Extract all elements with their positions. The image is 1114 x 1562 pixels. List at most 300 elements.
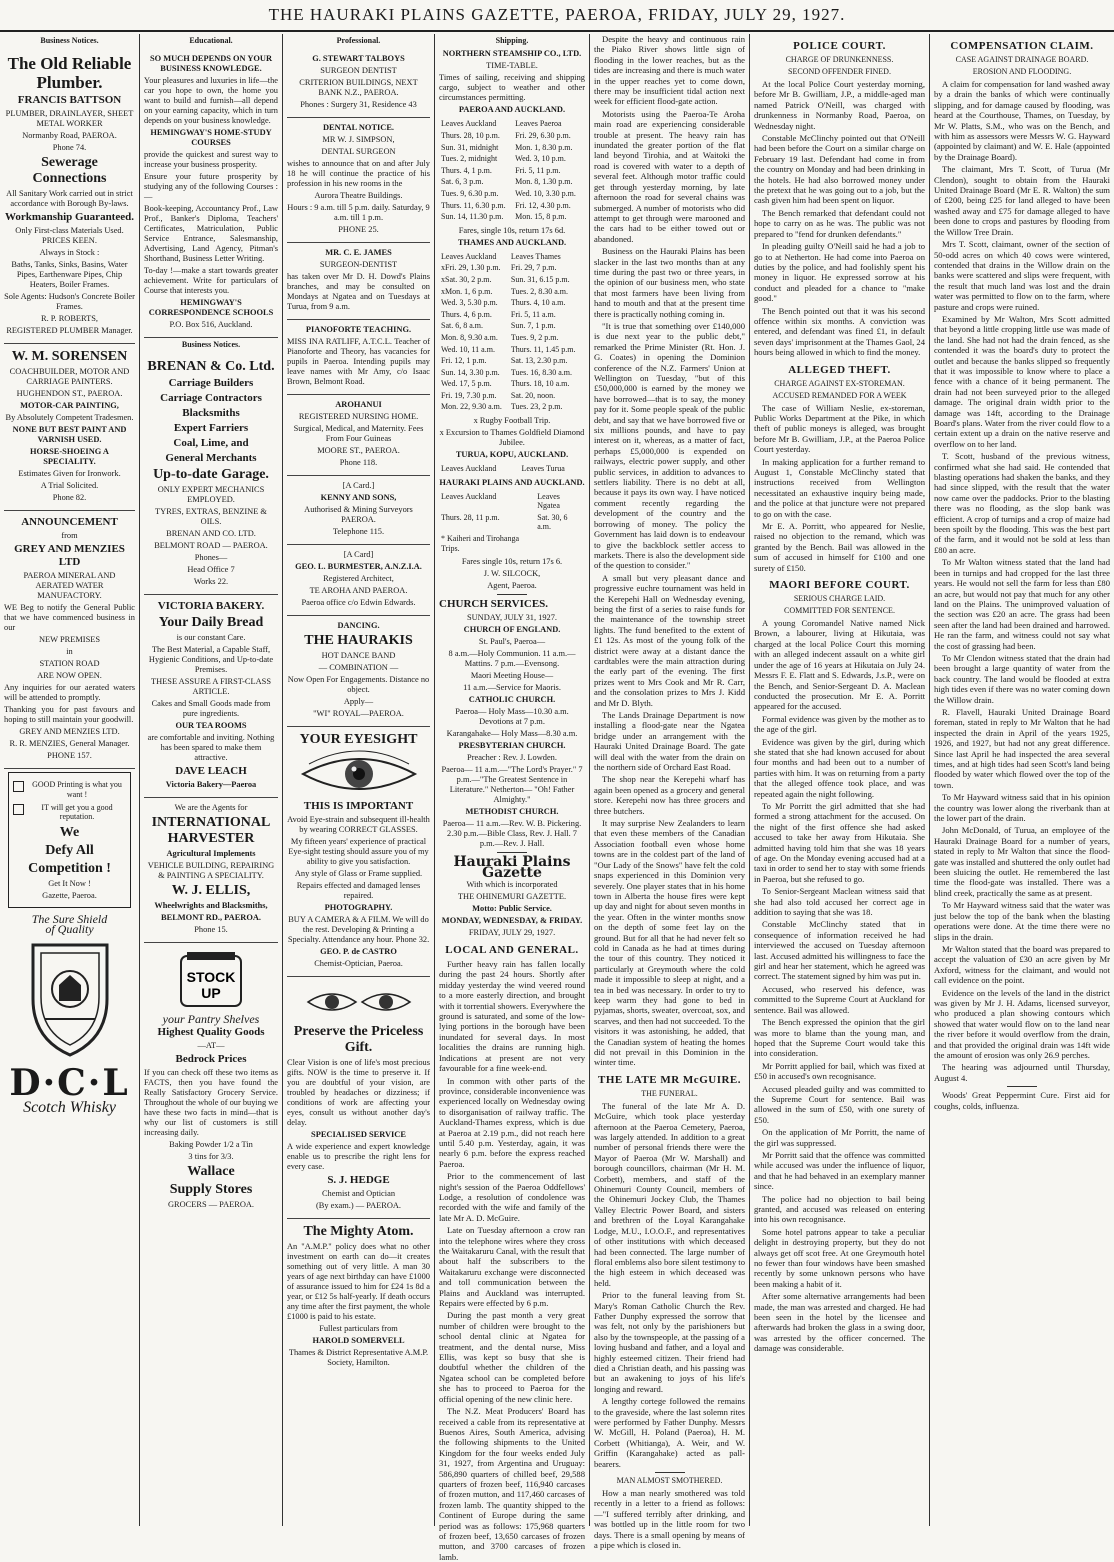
ad-body: MOTOR-CAR PAINTING,	[20, 401, 119, 411]
table-cell: Sun. 14, 3.30 p.m.	[441, 367, 500, 377]
ad-body: Cakes and Small Goods made from pure ingredients.	[151, 698, 271, 718]
table-cell: Tues. 23, 2 p.m.	[510, 402, 563, 412]
column-news	[590, 34, 750, 1551]
article-paragraph: To Senior-Sergeant Maclean witness said that she had also told accused her correct age in addition to saying that she was 18.	[754, 886, 925, 918]
table-cell: Sun. 7, 1 p.m.	[510, 321, 556, 331]
ad-body: wishes to announce that on and after July 18 he will continue the practice of his profession in his new rooms in the	[287, 159, 430, 189]
article-paragraph: Some hotel patrons appear to take a peculiar delight in destroying property, but they do not always get off scot free. At one Greymouth hotel no fewer than four windows have been smashed recently by some unknown persons who have been making a habit of it.	[754, 1226, 925, 1289]
ad-body: Any inquiries for our aerated waters will be attended to promptly.	[4, 683, 135, 703]
ad-title: Preserve the Priceless Gift.	[293, 1024, 424, 1056]
ad-body: Apply—	[343, 697, 374, 707]
table-cell: Tues. 9, 2 p.m.	[510, 332, 559, 342]
article-paragraph: The case of William Neslie, ex-storeman, Public Works Department at the Pike, in which theft of public moneys is alleged, was brought before Mr B. Gwilliam, J.P., at the Paeroa Police Court yesterday.	[754, 402, 925, 455]
ad-body: A wide experience and expert knowledge enable us to prescribe the right lens for every case.	[287, 1142, 430, 1172]
article-title: MAN ALMOST SMOTHERED.	[616, 1476, 723, 1486]
table-row	[441, 534, 583, 553]
article-subtitle: THE FUNERAL.	[641, 1088, 698, 1098]
footnote: x Excursion to Thames Goldfield Diamond Jubilee.	[439, 428, 585, 448]
table-cell: Sat. 13, 2.30 p.m.	[510, 356, 568, 366]
article-paragraph: To Mr Hayward witness said that the water was just below the top of the bank when the blasting operations were done. At the time there were no slips in the drain.	[934, 900, 1110, 942]
checkbox-icon	[13, 781, 24, 792]
ad-address: TE AROHA AND PAEROA.	[309, 586, 408, 596]
table-header-cell: Leaves Auckland	[441, 491, 497, 501]
article-paragraph: The funeral of the late Mr A. D. McGuire, which took place yesterday afternoon at the Paeroa Cemetery, Paeroa, was largely attended. In addition to a great number of personal friends there were the Mayor of Paeroa (Mr W. Marshall) and borough councillors, chairman (Mr H. M. Corbett), members, and staff of the Ohinemuri County Council, members of the Ohinemuri Jockey Club, the Thames Valley Electric Power Board, and sisters and brethren of the Loyal Karangahake Lodge, M.U., I.O.O.F., and representatives of other institutions with which deceased had been connected. The large number of floral emblems also bore silent testimony to the high esteem in which deceased was held.	[594, 1100, 745, 1288]
table-row	[441, 402, 583, 412]
ad-body: provide the quickest and surest way to increase your business prosperity.	[144, 150, 278, 170]
article-paragraph: The hearing was adjourned until Thursday, August 4.	[934, 1062, 1110, 1083]
article-paragraph: The Bench expressed the opinion that the girl was more to blame than the young man, and hoped that the Supreme Court would take this into consideration.	[754, 1017, 925, 1059]
ad-body: The Best Material, a Capable Staff, Hygienic Conditions, and Up-to-date Premises.	[148, 644, 274, 674]
divider	[497, 852, 527, 853]
article-paragraph: Despite the heavy and continuous rain the Piako River shows little sign of flooding in the lower reaches, but as the tides are increasing and there is much water in the upper reaches yet to come down, there may be insufficient tidal action next week for efficient flood-gate action.	[594, 34, 745, 107]
ad-line: Carriage Builders	[168, 376, 254, 389]
table-row	[441, 177, 583, 187]
ad-phone: PHONE 157.	[47, 751, 92, 761]
divider	[655, 1472, 685, 1473]
ad-body: GOOD Printing is what you want !	[32, 780, 122, 799]
table-row	[441, 143, 583, 153]
james-card	[287, 243, 430, 320]
sorensen-ad	[4, 344, 135, 511]
table-cell: Thurs. 4, 1 p.m.	[441, 165, 492, 175]
ad-body: Repairs effected and damaged lenses repaired.	[296, 881, 421, 901]
ad-body: — COMBINATION —	[318, 663, 399, 673]
ad-subtitle: THIS IS IMPORTANT	[303, 800, 414, 813]
ad-title: The Mighty Atom.	[303, 1224, 414, 1240]
table-row	[441, 263, 583, 273]
ad-body: Only First-class Materials Used. PRICES KEEN.	[15, 226, 124, 246]
divider	[497, 594, 527, 595]
timetable-note: Times of sailing, receiving and shipping cargo, subject to weather and other circumstances permitting.	[439, 73, 585, 103]
ad-body: PAEROA MINERAL AND AERATED WATER MANUFACTORY.	[23, 571, 116, 601]
route-title: TURUA, KOPU, AUCKLAND.	[455, 450, 569, 460]
table-cell: Mon. 8, 9.30 a.m.	[441, 332, 498, 342]
section-heading: Educational.	[189, 36, 233, 45]
table-header-cell: Leaves Paeroa	[515, 119, 562, 129]
ad-phone: Phone 82.	[52, 493, 87, 503]
section-heading: Professional.	[336, 36, 381, 45]
article-paragraph: The Lands Drainage Department is now installing a flood-gate near the Ngatea bridge under an arrangement with the Hauraki United Drainage Board. The gate will deal with the water from the drain on the northern side of Orchard East Road.	[594, 710, 745, 773]
printing-ad	[8, 772, 131, 907]
ad-subtitle: Up-to-date Garage.	[153, 466, 269, 482]
ad-body: My fifteen years' experience of practical Eye-sight testing should assure you of my ability to give you satisfaction.	[288, 837, 429, 867]
table-row	[441, 513, 583, 532]
church-detail: Paeroa— 11 a.m.—Rev. W. B. Pickering. 2.30 p.m.—Bible Class, Rev. J. Hall. 7 p.m.—Rev. J. Hall.	[442, 819, 582, 849]
church-name: CATHOLIC CHURCH.	[468, 695, 556, 705]
table-cell: Fri. 5, 11 p.m.	[515, 165, 561, 175]
timetable-thames	[439, 250, 585, 414]
ad-title: YOUR EYESIGHT	[299, 732, 418, 748]
timetable-title: TIME-TABLE.	[486, 61, 538, 71]
column-shipping	[435, 34, 590, 1562]
eyesight-ad	[287, 727, 430, 977]
ad-body: WE Beg to notify the General Public that we have commenced business in our	[4, 603, 135, 633]
table-cell: Sat. 6, 3 p.m.	[441, 177, 484, 187]
timetable-turua	[439, 462, 585, 476]
checkbox-icon	[13, 804, 24, 815]
article-paragraph: It may surprise New Zealanders to learn that even these members of the Canadian Association football even whose home towns are in the coldest part of the land of "Our Lady of the Snows" have felt the cold snaps experienced in this Dominion very severely. One player states that in his home town in Alberta the house fires were kept up day and night for about seven months in the year. Often in the winter months snow on the depth of some feet lay on the ground. But for all that he had never felt so cold in Canada as he had at times during the tour of this country. They noticed it particularly at Greymouth where the cold made it impossible to sleep at night, and a tea in bed was necessary. In order to try to keep warm they had gone to bed in pyjamas, shorts, sweater, overcoat, sox, and scarves, and then had not succeeded. To the visitors it was astonishing, he added, that the Canadian system of heating the homes did not prevail in this Dominion in the winter time.	[594, 818, 745, 1068]
article-paragraph: John McDonald, of Turua, an employee of the Hauraki Drainage Board for a number of years, stated in reply to Mr Walton that since the flood-gate was installed and shuttered the only outlet had been sluicing the outlet. He remembered the last time the flood-gate was installed. There was a blind creek, practically the same as at present.	[934, 825, 1110, 898]
article-subtitle: SECOND OFFENDER FINED.	[788, 67, 891, 76]
ad-body: Paeroa office c/o Edwin Edwards.	[301, 598, 416, 608]
paper-incorp: With which is incorporated	[466, 880, 558, 890]
church-detail: Paeroa— 11 a.m.—"The Lord's Prayer." 7 p.m.—"The Greatest Sentence in Literature." Netherton— "Oh! Father Almighty."	[441, 765, 583, 805]
ad-phone: Phone 74.	[52, 143, 87, 153]
haurakis-dance-ad	[287, 616, 430, 727]
article-paragraph: The Bench pointed out that it was his second offence within six months. A conviction was entered, and defendant was fined £1, in default seven days' imprisonment at the Thames Gaol, 24 hours being allowed in which to find the money.	[754, 305, 925, 358]
article-title: MAORI BEFORE COURT.	[769, 579, 910, 592]
article-paragraph: Late on Tuesday afternoon a crow ran into the telephone wires where they cross the Waitakaruru Canal, with the result that about half the subscribers to the Waitakaruru exchange were disconnected and toll communication between the Plains and Auckland was interrupted. Repairs were effected by 6 p.m.	[439, 1225, 585, 1309]
column-educational	[140, 34, 283, 1526]
ad-body: R. R. MENZIES, General Manager.	[9, 739, 130, 749]
ad-body: NEW PREMISES	[38, 635, 101, 645]
ad-body: Agricultural Implements	[166, 848, 256, 858]
agent-name: J. W. SILCOCK,	[483, 569, 541, 579]
article-paragraph: Constable McClinchy stated that in consequence of information received he had interviewed the accused on Tuesday afternoon last. Accused admitted his willingness to face the girl and hear her statement, which he agreed was correct. The statement signed by him was put in.	[754, 919, 925, 982]
section-heading: Business Notices.	[40, 36, 99, 45]
ad-body: HOT DANCE BAND	[321, 651, 396, 661]
table-cell: Thurs. 4, 10 a.m.	[510, 298, 566, 308]
ad-role: Chemist and Optician	[321, 1189, 396, 1199]
table-row	[441, 333, 583, 343]
ad-subtitle: PHOTOGRAPHY.	[324, 903, 393, 913]
ad-body: MISS INA RATLIFF, A.T.C.L. Teacher of Pianoforte and Theory, has vacancies for pupils in Paeroa. Intending pupils may leave names with Mr Amy, c/o Isaac Brown, Belmont Road.	[287, 337, 430, 387]
table-cell: Mon. 1, 8.30 p.m.	[515, 142, 573, 152]
timetable-plains	[439, 490, 585, 556]
shield-seal-icon	[25, 939, 115, 1059]
table-row	[441, 212, 583, 222]
ad-name: HEMINGWAY'S CORRESPONDENCE SCHOOLS	[148, 298, 274, 318]
church-name: CHURCH OF ENGLAND.	[463, 625, 561, 635]
table-row	[441, 298, 583, 308]
article-paragraph: Business on the Hauraki Plains has been slacker in the last two months than at any time during the past two or three years, in the opinion of our business men, who state that most farmers have been living from hand to mouth and that at the present time there is practically nothing coming in.	[594, 246, 745, 319]
article-title: THE LATE MR McGUIRE.	[597, 1073, 742, 1086]
table-header	[441, 119, 583, 129]
ad-address: GROCERS — PAEROA.	[167, 1200, 255, 1210]
ad-address: Aurora Theatre Buildings.	[314, 191, 403, 201]
fares-note: Fares, single 10s, return 17s 6d.	[458, 225, 566, 235]
ad-body: GREY AND MENZIES LTD.	[19, 727, 120, 737]
table-cell: Fri. 5, 11 a.m.	[510, 309, 556, 319]
ad-name: GREY AND MENZIES LTD	[14, 543, 125, 569]
table-cell: Sat. 6, 8 a.m.	[441, 321, 483, 331]
ad-title: Highest Quality Goods	[157, 1026, 265, 1039]
church-name: METHODIST CHURCH.	[465, 807, 559, 817]
ad-body: Hours : 9 a.m. till 5 p.m. daily. Saturday, 9 a.m. till 1 p.m.	[287, 203, 430, 223]
ad-role: Authorised & Mining Surveyors PAEROA.	[304, 505, 413, 525]
agent-role: Agent, Paeroa.	[487, 581, 537, 591]
article-paragraph: The N.Z. Meat Producers' Board has received a cable from its representative at Buenos Aires, South America, advising the following shipments to the United Kingdom for the four weeks ended July 31, 1927, from Argentina and Uruguay: 586,890 quarters of chilled beef, 29,588 quarters of frozen beef, 116,940 carcases of frozen mutton, and 117,460 carcases of frozen lamb. The quantity shipped to the Continent of Europe during the same period was as follows: 175,968 quarters of frozen beef, 13,650 carcases of frozen mutton, and 3700 carcases of frozen lamb.	[439, 1406, 585, 1562]
paper-days: MONDAY, WEDNESDAY, & FRIDAY.	[441, 916, 583, 926]
ad-name: THE HAURAKIS	[304, 633, 413, 649]
hedge-optician-ad	[287, 977, 430, 1219]
wallace-stores-ad	[144, 943, 278, 1217]
table-cell: Fri. 12, 1 p.m.	[441, 356, 487, 366]
table-cell: Thurs. 11, 1.45 p.m.	[510, 344, 576, 354]
ad-name: FRANCIS BATTSON	[17, 94, 122, 107]
table-cell	[537, 534, 583, 553]
table-cell: Wed. 3, 10 p.m.	[515, 154, 566, 164]
ad-body: Clear Vision is one of life's most precious gifts. NOW is the time to preserve it. If you are doubtful of your vision, are troubled by headaches or dizziness; if conditions of work are affecting your eyes, consult us without another day's delay.	[287, 1058, 430, 1128]
jar-icon	[171, 950, 251, 1010]
jar-label-up: UP	[201, 984, 221, 1001]
route-title: PAEROA AND AUCKLAND.	[458, 105, 566, 115]
article-paragraph: The claimant, Mrs T. Scott, of Turua (Mr Clendon), sought to obtain from the Hauraki United Drainage Board (Mr E. R. Walton) the sum of £200, being £25 for land alleged to have been washed away and £75 for damage alleged to have been done to crops and pastures by flooding from the Willow Tree Drain.	[934, 164, 1110, 237]
simpson-card	[287, 118, 430, 243]
ad-title: We	[59, 824, 80, 840]
ad-address: (By exam.) — PAEROA.	[315, 1201, 402, 1211]
hemingway-ad	[144, 49, 278, 338]
ad-role: REGISTERED PLUMBER Manager.	[6, 326, 133, 336]
article-paragraph: To Mr Clendon witness stated that the drain had been brought a large quantity of water from the back country. The land would be flooded at extra high tides even if there was no water coming down the Willow drain.	[934, 652, 1110, 705]
article-paragraph: To Mr Hayward witness said that in his opinion the country was lower along the riverbank than at the lower part of the drain.	[934, 792, 1110, 824]
jar-label-stock: STOCK	[186, 968, 236, 985]
ad-slogan: The Sure Shield	[31, 911, 108, 926]
article-paragraph: Formal evidence was given by the mother as to the age of the girl.	[754, 713, 925, 735]
section-heading: Shipping.	[495, 36, 529, 45]
church-detail: 11 a.m.—Service for Maoris.	[463, 683, 561, 693]
table-cell: Sun. 31, 6.15 p.m.	[510, 274, 570, 284]
ad-address: Victoria Bakery—Paeroa	[165, 779, 257, 789]
column-business-notices	[0, 34, 140, 1526]
checklist-row	[13, 803, 126, 822]
ad-body: VEHICLE BUILDING, REPAIRING & PAINTING A SPECIALITY.	[147, 860, 275, 880]
article-paragraph: How a man nearly smothered was told recently in a letter to a friend as follows:—"I suffered terribly after drinking, and was bottled up in the little room for two days. There is a small opening by means of a pipe which is closed in.	[594, 1488, 745, 1551]
article-paragraph: On the application of Mr Porritt, the name of the girl was suppressed.	[754, 1127, 925, 1148]
table-cell: Thurs. 18, 10 a.m.	[510, 379, 570, 389]
ad-body: COACHBUILDER, MOTOR AND CARRIAGE PAINTERS.	[9, 367, 130, 387]
ad-body: A Trial Solicited.	[40, 481, 99, 491]
table-cell: Fri. 29, 6.30 p.m.	[515, 131, 571, 140]
ad-body: All Sanitary Work carried out in strict accordance with Borough By-laws.	[6, 189, 133, 209]
table-header-cell: Leaves Auckland	[441, 119, 497, 129]
article-paragraph: Evidence was given by the girl, during which she stated that she had known accused for about four months and had been out to a number of parties with him. It was on returning from a party that the alleged offence took place, and was repeated again the night following.	[754, 736, 925, 799]
ad-subtitle: Sewerage Connections	[32, 155, 107, 187]
ad-line: Blacksmiths	[182, 406, 240, 419]
table-header	[441, 464, 583, 474]
ad-phone: Phone 15.	[194, 924, 228, 934]
ad-phone: Phone 118.	[339, 458, 378, 468]
route-title: HAURAKI PLAINS AND AUCKLAND.	[439, 477, 585, 487]
ad-body: By Absolutely Competent Tradesmen.	[5, 413, 134, 423]
article-subtitle: CHARGE OF DRUNKENNESS.	[785, 55, 894, 64]
article-paragraph: Mrs T. Scott, claimant, owner of the section of 50-odd acres on which 40 cows were wintered, contended that drains in the Willow drain on the banks were scattered and slips were frequent, with the result that much land was lost and the drain water was permitted to flow on to the farm, where pasture and crops were ruined.	[934, 239, 1110, 312]
column-court	[750, 34, 930, 1526]
dcl-logo: D·C·L	[9, 1061, 130, 1104]
ad-name: GEO. L. BURMESTER, A.N.Z.I.A.	[295, 562, 422, 572]
ad-title: The Old Reliable Plumber.	[7, 54, 132, 93]
table-header-cell: Leaves Auckland	[441, 251, 497, 261]
table-cell: Wed. 10, 11 a.m.	[441, 344, 495, 354]
ad-title: DENTAL NOTICE.	[322, 123, 395, 133]
article-paragraph: T. Scott, husband of the previous witness, confirmed what she had said. He contended that blasting operations had shaken the banks, and they had since slipped, with the result that the water now came over the paddocks. Prior to the blasting there was no flooding, as the slop bank was efficient. A crop of turnips and a crop of maize had been spoilt by the flooding. This was the best part of the farm, and it would not be sold at less than £80 an acre.	[934, 451, 1110, 555]
paper-date: FRIDAY, JULY 29, 1927.	[468, 928, 556, 938]
ad-name: GEO. P. de CASTRO	[320, 947, 397, 957]
table-row	[441, 310, 583, 320]
ad-body: Phones—	[194, 552, 228, 562]
church-name: PRESBYTERIAN CHURCH.	[458, 741, 566, 751]
ad-body: Thanking you for past favours and hoping to still maintain your goodwill.	[4, 705, 135, 725]
table-cell: Fri. 19, 7.30 p.m.	[441, 390, 497, 400]
table-row	[441, 379, 583, 389]
ad-subtitle: Bedrock Prices	[175, 1053, 247, 1066]
ad-slogan: of Quality	[45, 922, 94, 937]
table-row	[441, 287, 583, 297]
table-cell: xSat. 30, 2 p.m.	[441, 274, 492, 284]
ad-body: Any style of Glass or Frame supplied.	[294, 869, 423, 879]
article-paragraph: In common with other parts of the province, considerable inconvenience was experienced locally on Wednesday owing to disorganisation of railway traffic. The Auckland-Thames express, which is due at Paeroa at 2.19 p.m., did not reach here until 5.40 p.m. Yesterday, again, it was nearly 6 p.m. before the express reached Paeroa.	[439, 1075, 585, 1169]
ad-body: —AT—	[197, 1041, 225, 1051]
piano-card	[287, 320, 430, 395]
ad-body: HORSE-SHOEING A SPECIALITY.	[30, 447, 109, 467]
ad-role: Thames & District Representative A.M.P. Society, Hamilton.	[288, 1348, 429, 1368]
table-cell: Wed. 17, 5 p.m.	[441, 379, 492, 389]
table-cell: * Kaiheri and Tirohanga Trips.	[441, 534, 519, 553]
timetable-paeroa	[439, 117, 585, 223]
article-paragraph: Constable McClinchy pointed out that O'Neill had been before the Court on a similar charge on February 19 last. Defendant had come in from the country on Monday and had been drinking in the hotels. He had also borrowed money under the pretext that he was going out to a job, but the cash given him had been spent on liquor.	[754, 133, 925, 206]
ad-address: Normanby Road, PAEROA.	[22, 131, 117, 141]
table-cell: Sat. 30, 6 a.m.	[537, 512, 568, 532]
ad-body: To-day !—make a start towards greater achievement. Write for particulars of Course that interests you.	[144, 266, 278, 296]
ad-phone: Telephone 115.	[332, 527, 385, 537]
ad-role: Registered Architect,	[323, 574, 394, 584]
checklist-row	[13, 780, 126, 799]
ad-body: Gazette, Paeroa.	[42, 890, 97, 900]
ad-line: Coal, Lime, and	[173, 436, 249, 449]
table-cell: Wed. 10, 3.30 p.m.	[515, 188, 576, 198]
ad-title: SO MUCH DEPENDS ON YOUR BUSINESS KNOWLEDGE.	[149, 54, 273, 74]
table-cell: xMon. 1, 6 p.m.	[441, 286, 493, 296]
ad-name: MR. C. E. JAMES	[325, 248, 392, 258]
ad-body: Your pleasures and luxuries in life—the car you hope to own, the home you want to build and furnish—all depend on your earning capacity, which in turn depends on your business knowledge.	[144, 76, 278, 126]
article-paragraph: R. Flavell, Hauraki United Drainage Board foreman, stated in reply to Mr Walton that he had inspected the drain in April of the years 1925, 1926, and 1927, but had not any great difference. Since last April he had inspected the area several times, and at high tides had seen Scott's land being flooded by water which flowed over the top of the town.	[934, 706, 1110, 790]
church-date: SUNDAY, JULY 31, 1927.	[466, 613, 558, 623]
arohanui-card	[287, 395, 430, 476]
table-header-cell: Leaves Auckland	[441, 464, 497, 474]
ad-body: Sole Agents: Hudson's Concrete Boiler Frames.	[4, 292, 135, 312]
ad-name: G. STEWART TALBOYS	[312, 54, 405, 64]
route-title: THAMES AND AUCKLAND.	[457, 237, 567, 247]
paper-motto: Motto: Public Service.	[472, 904, 552, 914]
ad-body: Ensure your future prosperity by studying any of the following Courses :—	[144, 172, 278, 202]
ad-body: STATION ROAD	[39, 659, 100, 669]
table-cell: Sun. 14, 11.30 p.m.	[441, 212, 504, 222]
article-paragraph: During the past month a very great number of children were brought to the school dental clinic at Ngatea for treatment, and the dental nurse, Miss Ellis, was kept so busy that she is doubtful whether the children of the Ngatea school can be completed before she has to proceed to Paeroa for the official opening of the new clinic here.	[439, 1310, 585, 1404]
article-title: COMPENSATION CLAIM.	[950, 40, 1094, 52]
ellis-ad	[144, 798, 278, 943]
ad-address: CRITERION BUILDINGS, NEXT BANK N.Z., PAEROA.	[299, 78, 418, 98]
ad-body: is our constant Care.	[176, 632, 246, 642]
paper-other: THE OHINEMURI GAZETTE.	[457, 892, 567, 902]
ad-body: Always in Stock :	[39, 248, 100, 258]
column-compensation	[930, 34, 1114, 1526]
church-detail: St. Paul's, Paeroa—	[478, 637, 546, 647]
ad-body: Baking Powder 1/2 a Tin	[169, 1140, 253, 1150]
ad-name: KENNY AND SONS,	[320, 493, 397, 503]
table-header-cell: Leaves Thames	[510, 251, 561, 261]
table-row	[441, 321, 583, 331]
ad-phone: PHONE 25.	[338, 225, 379, 235]
article-paragraph: Evidence on the levels of the land in the district was given by Mr J. H. Adams, licensed surveyor, who produced a plan showing contours which showed that water would flow on to the land near the river before it would overflow from the drain, and that provided the original drain was 14ft wide the amount of erosion was only 26.9 perches.	[934, 987, 1110, 1060]
table-cell: Tues. 9, 6.30 p.m.	[441, 188, 499, 198]
ad-role: Chemist-Optician, Paeroa.	[314, 959, 403, 969]
ad-subtitle: SPECIALISED SERVICE	[311, 1130, 406, 1140]
church-detail: 8 a.m.—Holy Communion. 11 a.m.—Mattins. 7 p.m.—Evensong.	[448, 649, 576, 669]
church-detail: Paeroa— Holy Mass—10.30 a.m. Devotions at 7 p.m.	[455, 707, 569, 727]
article-paragraph: A young Coromandel Native named Nick Brown, a labourer, living at Hikutaia, was charged at the local Police Court this morning with an alleged indecent assault on a white girl under the age of 16 years at Hikutaia on July 24. Messrs F. E. Flatt and S. Edwards, J.s.P., were on the Bench, and Senior-Sergeant D. A. Maclean conducted the prosecution. Mr E. A. Porritt appeared for the accused.	[754, 618, 925, 712]
article-subtitle: COMMITTED FOR SENTENCE.	[784, 606, 895, 616]
ad-body: NONE BUT BEST PAINT AND VARNISH USED.	[12, 425, 127, 445]
ad-title: W. M. SORENSEN	[11, 349, 128, 365]
section-heading: Business Notices.	[181, 340, 241, 350]
table-cell: Thurs. 11, 6.30 p.m.	[441, 200, 506, 210]
table-row	[441, 189, 583, 199]
table-cell: Sat. 20, noon.	[510, 390, 556, 400]
ad-title: Defy All	[45, 842, 94, 858]
article-paragraph: The police had no objection to bail being granted, and accused was released on entering into his own recognisance.	[754, 1193, 925, 1225]
article-paragraph: The shop near the Kerepehi wharf has again been opened as a grocery and general store. Kerepehi now has three grocers and three butchers.	[594, 774, 745, 816]
ad-phone: Works 22.	[193, 576, 229, 586]
masthead: THE HAURAKI PLAINS GAZETTE, PAEROA, FRIDAY, JULY 29, 1927.	[0, 0, 1114, 32]
article-paragraph: To Mr Walton witness stated that the land had been in turnips and had cropped for the last three years. He would not sell the farm for less than £80 an acre, but would not pay that much for any other land on the Plains. The unimproved valuation of the section was £20 an acre. The grass had been seen after the land had been drained and harrowed. He ran the farm, and witness could not say what the cost of grassing had been.	[934, 557, 1110, 651]
ad-body: Baths, Tanks, Sinks, Basins, Water Pipes, Earthenware Pipes, Chip Heaters, Boiler Frames.	[11, 260, 128, 290]
article-paragraph: A claim for compensation for land washed away by a drain the banks of which were continually slipping, and for damage caused by flooding, was heard at the Courthouse, Thames, on Tuesday, by Mr W. Platts, S.M., who was on the Bench, and with him as assessors were Messrs W. G. Hayward (appointed by claimant) and W. E. Hale (appointed by the Drainage Board).	[934, 79, 1110, 162]
article-paragraph: Prior to the funeral leaving from St. Mary's Roman Catholic Church the Rev. Father Dunphy expressed the sorrow that was felt, not only by the parishioners but also by the townspeople, at the passing of a loving husband and father, and a loyal and highly esteemed citizen. Their friend had died a Christian death, and his passing was but an awakening to joys of his life's longing and reward.	[594, 1290, 745, 1394]
ad-title: DANCING.	[337, 621, 380, 631]
ad-body: from	[61, 531, 78, 541]
ad-title: BRENAN & Co. Ltd.	[147, 358, 275, 374]
ad-body: IT will get you a good reputation.	[41, 802, 113, 822]
table-cell: Mon. 8, 1.30 p.m.	[515, 177, 573, 187]
ad-body: Estimates Given for Ironwork.	[18, 469, 121, 479]
table-row	[441, 368, 583, 378]
ad-name: W. J. ELLIS,	[171, 882, 251, 898]
article-paragraph: Mr E. A. Porritt, who appeared for Neslie, raised no objection to the remand, which was granted by the Bench. Bail was allowed in the sum of accused in himself for £100 and one surety of £150.	[754, 521, 925, 573]
ad-body: Book-keeping, Accountancy Prof., Law Prof., Banker's Diploma, Teachers' Certificates, Matriculation, Public Service Entrance, Salesmanship, Advertising, Land Agency, Pitman's Shorthand, Business Letter Writing.	[144, 204, 278, 264]
table-row	[441, 275, 583, 285]
article-paragraph: Examined by Mr Walton, Mrs Scott admitted that beyond a little cropping little use was made of the land. She had not had the drain fenced, as she contended it was the board's duty to protect the outlet and because the banks slipped so frequently that it was impossible to know where to place a fence with a chance of it being permanent. The drain had not been surveyed prior to the alleged damage. The original drain width prior to the damage was 14ft, according to the Drainage Board's plans. Water from the river could flow to a certain extent up a drain on the native reserve and overflow on to her land.	[934, 313, 1110, 449]
article-subtitle: ACCUSED REMANDED FOR A WEEK	[772, 390, 907, 400]
table-cell: Tues. 2, midnight	[441, 154, 498, 164]
ad-title: INTERNATIONAL HARVESTER	[151, 814, 271, 846]
ad-address: BELMONT RD., PAEROA.	[161, 912, 261, 922]
article-paragraph: To Mr Porritt the girl admitted that she had formed a strong attachment for the accused. On the night of the first offence she had asked accused to take her away from Hikutaia. She admitted having told him that she was 18 years of age. On the Monday evening accused had at a taxi in order to send her to stay with some friends in Paeroa, but she refused to go.	[754, 800, 925, 884]
church-detail: Preacher : Rev. J. Lowden.	[467, 753, 557, 763]
column-professional	[283, 34, 435, 1526]
ad-name: BRENAN AND CO. LTD.	[166, 528, 256, 538]
ad-slogan: Scotch Whisky	[23, 1098, 116, 1116]
ad-address: HUGHENDON ST., PAEROA.	[16, 389, 123, 399]
ad-body: TYRES, EXTRAS, BENZINE & OILS.	[155, 506, 267, 526]
article-paragraph: Mr Walton stated that the board was prepared to accept the valuation of £30 an acre given by Mr Axford, witness for the claimant, and would not call evidence on the point.	[934, 943, 1110, 986]
table-row	[441, 201, 583, 211]
fares-note: Fares single 10s, return 17s 6.	[461, 557, 563, 567]
table-cell: Tues. 2, 8.30 a.m.	[510, 286, 568, 296]
ad-body: Now Open For Engagements. Distance no object.	[287, 675, 430, 695]
table-cell: Tues. 16, 8.30 a.m.	[510, 367, 572, 377]
ad-name: HAROLD SOMERVELL	[312, 1336, 405, 1346]
ad-name: DAVE LEACH	[175, 764, 247, 777]
footnote: x Rugby Football Trip.	[473, 416, 551, 426]
ad-body: "WI" ROYAL—PAEROA.	[313, 709, 404, 719]
kenny-card	[287, 476, 430, 545]
ad-body: has taken over Mr D. H. Dowd's Plains branches, and may be consulted on Mondays at Ngatea and on Tuesdays at Turua, from 9 a.m.	[287, 272, 430, 312]
ad-address: MOORE ST., PAEROA.	[317, 446, 400, 456]
ad-body: Avoid Eye-strain and subsequent ill-health by wearing CORRECT GLASSES.	[287, 815, 430, 835]
ad-body: 3 tins for 3/3.	[188, 1152, 234, 1162]
ad-title: AROHANUI	[335, 400, 382, 410]
ad-body: [A Card.]	[342, 481, 375, 491]
